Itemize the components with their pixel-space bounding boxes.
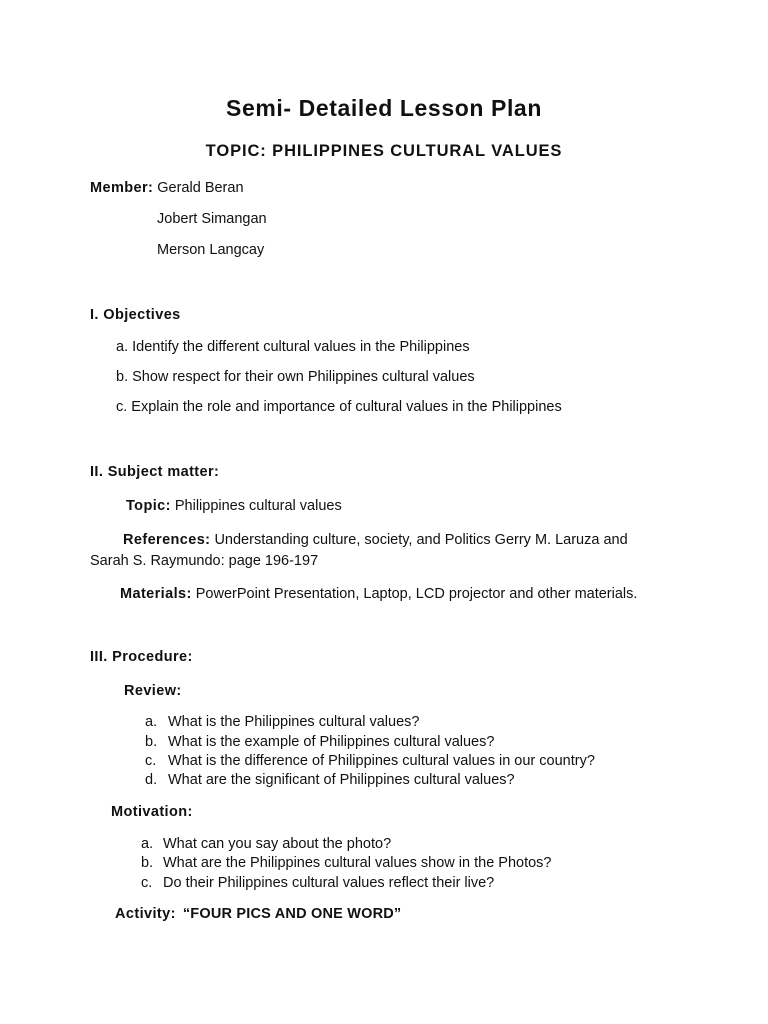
objective-item: c. Explain the role and importance of cultural values in the Philippines [116, 399, 562, 415]
list-marker: b. [141, 855, 154, 871]
objective-item: b. Show respect for their own Philippines cultural values [116, 369, 475, 385]
list-marker: a. [145, 714, 158, 730]
references-value-continued: Sarah S. Raymundo: page 196-197 [90, 553, 319, 569]
references-line [123, 532, 628, 548]
list-marker: d. [145, 772, 158, 788]
materials-value: PowerPoint Presentation, Laptop, LCD projector and other materials. [195, 586, 638, 602]
references-label: References: [123, 532, 211, 548]
member-name: Merson Langcay [157, 242, 265, 258]
list-item [145, 772, 515, 788]
list-marker: c. [145, 753, 157, 769]
list-item-text: What is the example of Philippines cultural values? [168, 734, 495, 750]
objective-item: a. Identify the different cultural values in the Philippines [116, 339, 470, 355]
list-item-text: What is the Philippines cultural values? [168, 714, 420, 730]
topic-heading: TOPIC: PHILIPPINES CULTURAL VALUES [205, 142, 563, 160]
materials-label: Materials: [120, 586, 192, 602]
list-item-text: What is the difference of Philippines cultural values in our country? [168, 753, 595, 769]
member-name: Gerald Beran [157, 180, 244, 196]
member-name: Jobert Simangan [157, 211, 267, 227]
list-marker: b. [145, 734, 158, 750]
subject-topic-value: Philippines cultural values [174, 498, 342, 514]
members-line [90, 180, 244, 196]
list-item-text: What are the significant of Philippines cultural values? [168, 772, 515, 788]
subject-topic-label: Topic: [126, 498, 171, 514]
list-item [141, 855, 552, 871]
list-item [145, 734, 494, 750]
materials-line [120, 586, 637, 602]
activity-value: “FOUR PICS AND ONE WORD” [182, 906, 402, 922]
references-value: Understanding culture, society, and Politics Gerry M. Laruza and [214, 532, 628, 548]
list-marker: a. [141, 836, 154, 852]
activity-label: Activity: [115, 906, 176, 922]
list-item [141, 836, 391, 852]
activity-line [115, 906, 401, 922]
list-item [145, 753, 595, 769]
subject-topic-line [126, 498, 342, 514]
list-marker: c. [141, 875, 153, 891]
list-item-text: What are the Philippines cultural values show in the Photos? [163, 855, 552, 871]
subject-matter-heading: II. Subject matter: [90, 464, 220, 480]
procedure-heading: III. Procedure: [90, 649, 193, 665]
document-title: Semi- Detailed Lesson Plan [226, 95, 542, 121]
list-item [145, 714, 419, 730]
list-item [141, 875, 494, 891]
objectives-heading: I. Objectives [90, 307, 181, 323]
list-item-text: Do their Philippines cultural values reflect their live? [163, 875, 495, 891]
review-heading: Review: [124, 683, 182, 699]
motivation-heading: Motivation: [111, 804, 193, 820]
list-item-text: What can you say about the photo? [163, 836, 392, 852]
members-label: Member: [90, 180, 154, 196]
